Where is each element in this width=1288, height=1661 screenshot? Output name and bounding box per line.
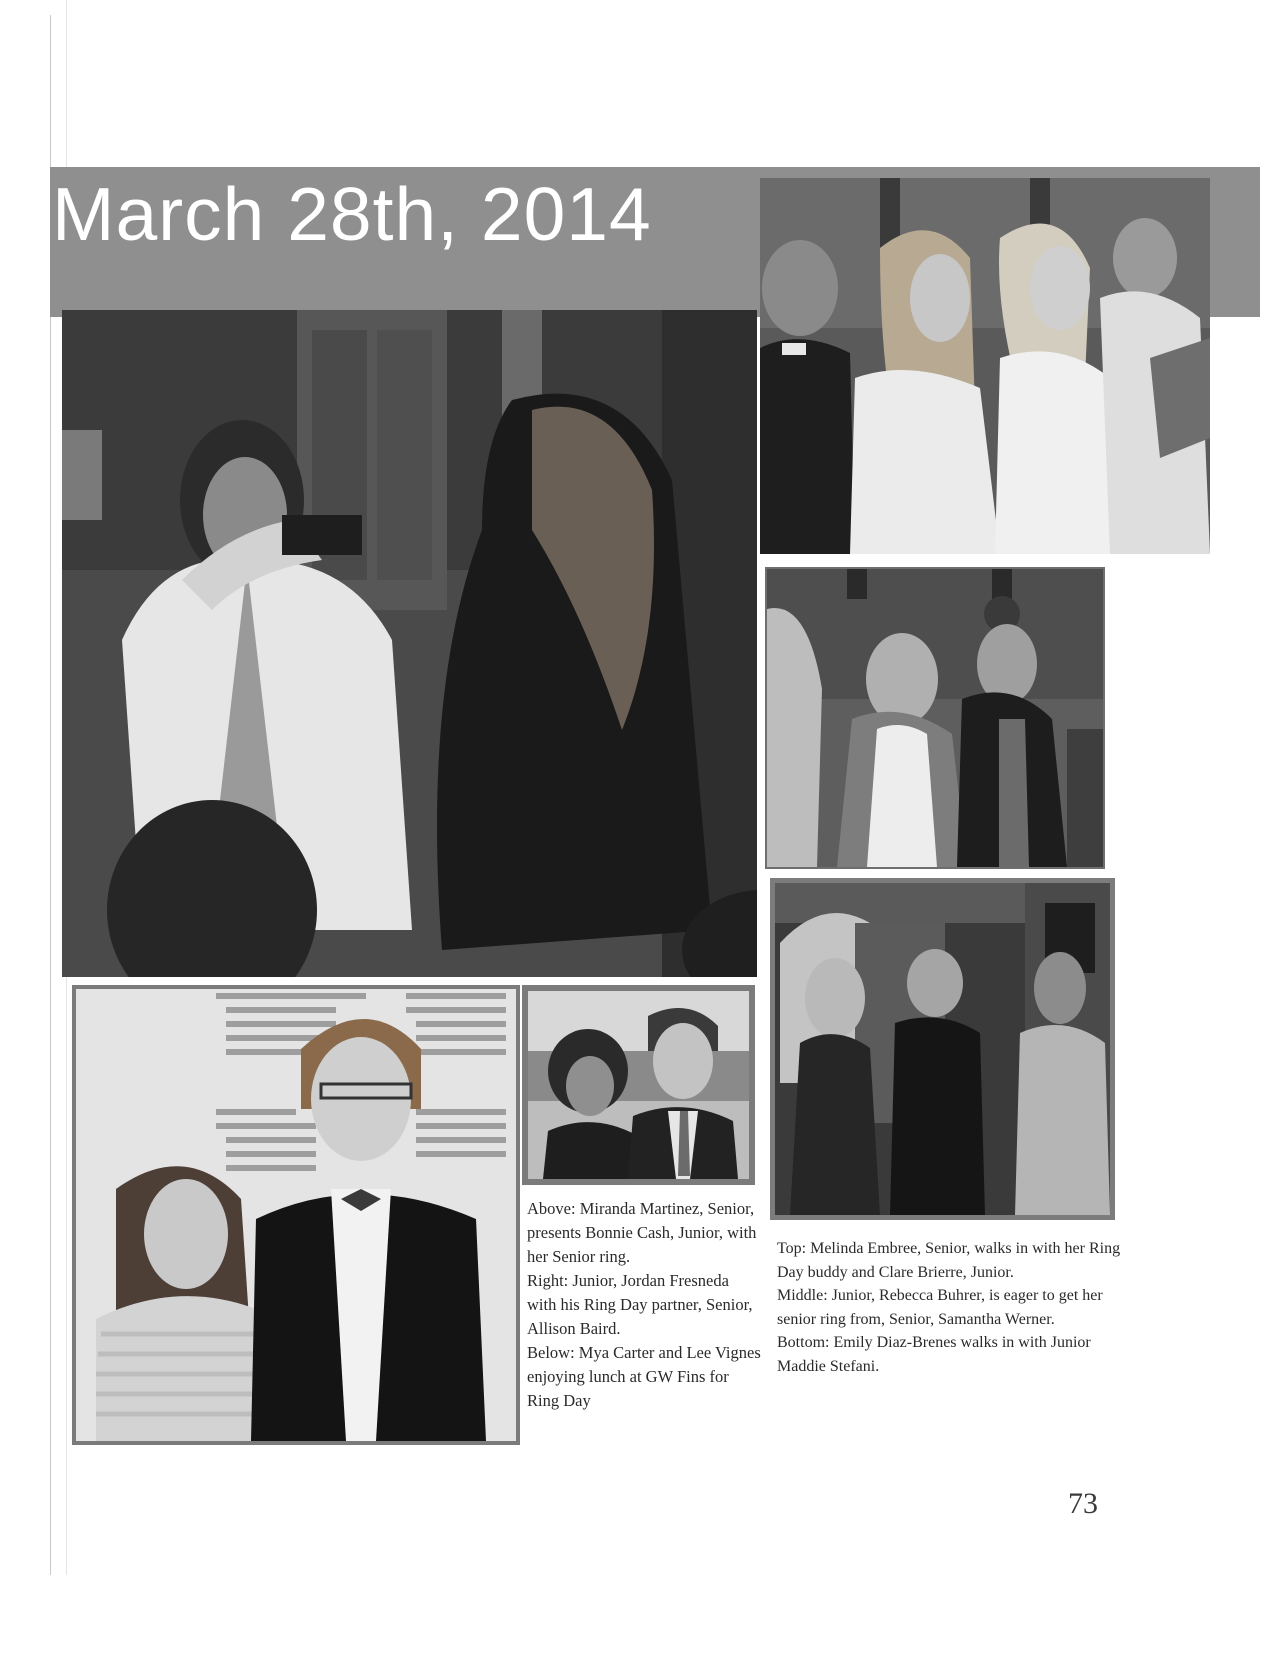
page-title: March 28th, 2014 — [52, 172, 652, 256]
caption-right — [777, 1237, 1122, 1378]
caption-right-bottom: Bottom: Emily Diaz-Brenes walks in with Junior Maddie Stefani. — [777, 1334, 1091, 1375]
photo-bottom-procession — [770, 878, 1115, 1220]
photo-middle-procession — [765, 567, 1105, 869]
photo-ring-day-partners — [72, 985, 520, 1445]
photo-ring-day-lunch — [522, 985, 755, 1185]
photo-ring-presentation — [62, 310, 757, 977]
caption-left-right: Right: Junior, Jordan Fresneda with his Ring Day partner, Senior, Allison Baird. — [527, 1271, 753, 1338]
page-number: 73 — [1068, 1487, 1098, 1520]
caption-right-top: Top: Melinda Embree, Senior, walks in with her Ring Day buddy and Clare Brierre, Junior. — [777, 1240, 1121, 1281]
photo-top-procession — [760, 178, 1210, 554]
caption-right-middle: Middle: Junior, Rebecca Buhrer, is eager to get her senior ring from, Senior, Samantha Werner. — [777, 1287, 1103, 1328]
caption-left-above: Above: Miranda Martinez, Senior, presents Bonnie Cash, Junior, with her Senior ring. — [527, 1199, 757, 1266]
caption-left — [527, 1197, 762, 1413]
caption-left-below: Below: Mya Carter and Lee Vignes enjoying lunch at GW Fins for Ring Day — [527, 1343, 761, 1410]
